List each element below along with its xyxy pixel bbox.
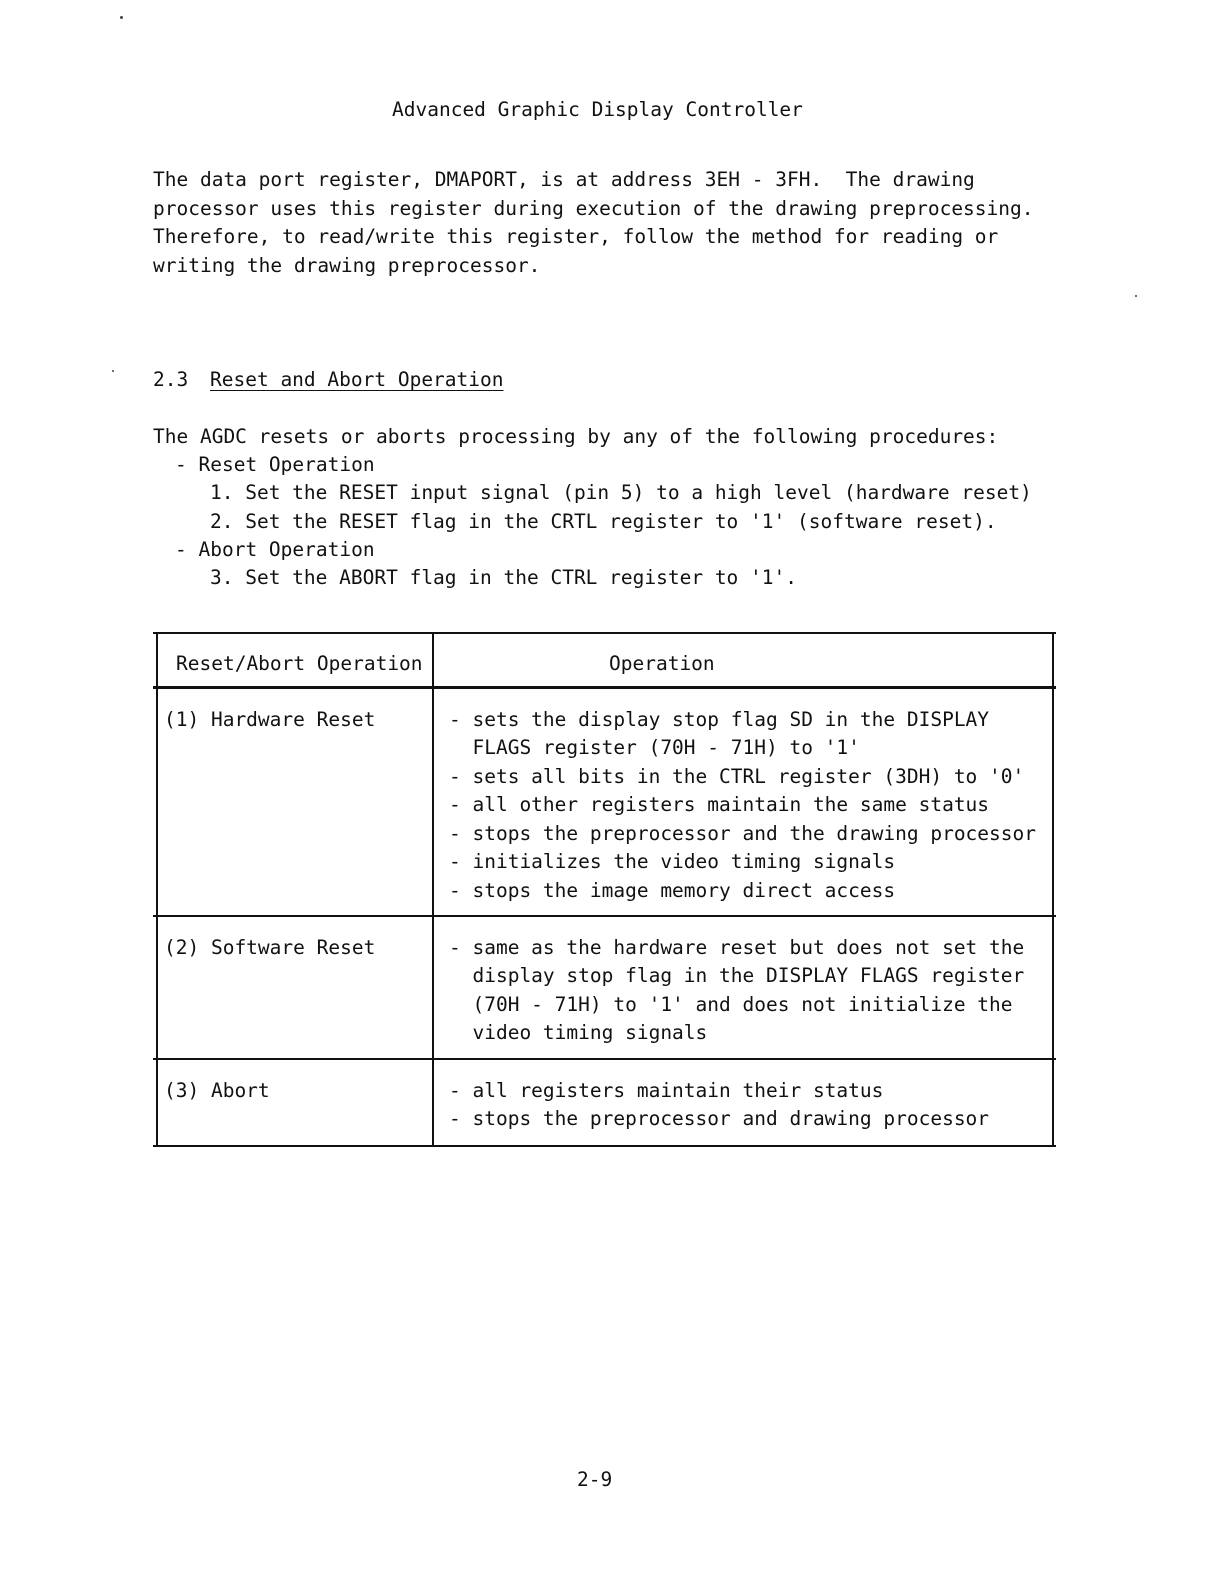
table-column-divider [432,634,434,1145]
table-rule-row-1 [153,915,1056,917]
table-rule-header [153,686,1056,689]
row-1-line-6: - initializes the video timing signals [449,850,896,873]
running-header: Advanced Graphic Display Controller [392,98,803,121]
section-number: 2.3 [153,368,189,391]
body-lead: The AGDC resets or aborts processing by any of the following procedures: [153,425,999,448]
row-3-line-2: - stops the preprocessor and drawing processor [449,1107,990,1130]
section-title: Reset and Abort Operation [210,368,504,391]
table-header-col-1: Reset/Abort Operation [176,652,423,675]
table-header-col-2: Operation [609,652,715,675]
table-right-border [1052,634,1054,1145]
intro-line-1: The data port register, DMAPORT, is at address 3EH - 3FH. The drawing [153,168,975,191]
row-2-line-3: (70H - 71H) to '1' and does not initialize the [449,993,1013,1016]
scan-speck [1135,295,1137,297]
step-3: 3. Set the ABORT flag in the CTRL register to '1'. [210,566,797,589]
row-1-line-4: - all other registers maintain the same status [449,793,990,816]
row-label-abort: (3) Abort [164,1079,270,1102]
intro-line-4: writing the drawing preprocessor. [153,254,541,277]
row-2-line-2: display stop flag in the DISPLAY FLAGS register [449,964,1025,987]
row-label-software-reset: (2) Software Reset [164,936,376,959]
intro-line-2: processor uses this register during execution of the drawing preprocessing. [153,197,1034,220]
row-2-line-1: - same as the hardware reset but does not set the [449,936,1025,959]
step-2: 2. Set the RESET flag in the CRTL register to '1' (software reset). [210,510,997,533]
intro-line-3: Therefore, to read/write this register, follow the method for reading or [153,225,999,248]
abort-heading: - Abort Operation [175,538,375,561]
scan-speck [112,370,114,372]
row-1-line-3: - sets all bits in the CTRL register (3DH) to '0' [449,765,1025,788]
row-1-line-7: - stops the image memory direct access [449,879,896,902]
reset-heading: - Reset Operation [175,453,375,476]
table-rule-row-2 [153,1058,1056,1060]
row-2-line-4: video timing signals [449,1021,708,1044]
table-left-border [156,634,158,1145]
table-rule-top [153,632,1056,634]
row-3-line-1: - all registers maintain their status [449,1079,884,1102]
step-1: 1. Set the RESET input signal (pin 5) to a high level (hardware reset) [210,481,1032,504]
row-1-line-5: - stops the preprocessor and the drawing processor [449,822,1036,845]
row-1-line-2: FLAGS register (70H - 71H) to '1' [449,736,860,759]
table-rule-bottom [153,1145,1056,1147]
row-1-line-1: - sets the display stop flag SD in the DISPLAY [449,708,990,731]
page-number: 2-9 [577,1468,613,1491]
row-label-hardware-reset: (1) Hardware Reset [164,708,376,731]
scan-speck [120,16,123,19]
